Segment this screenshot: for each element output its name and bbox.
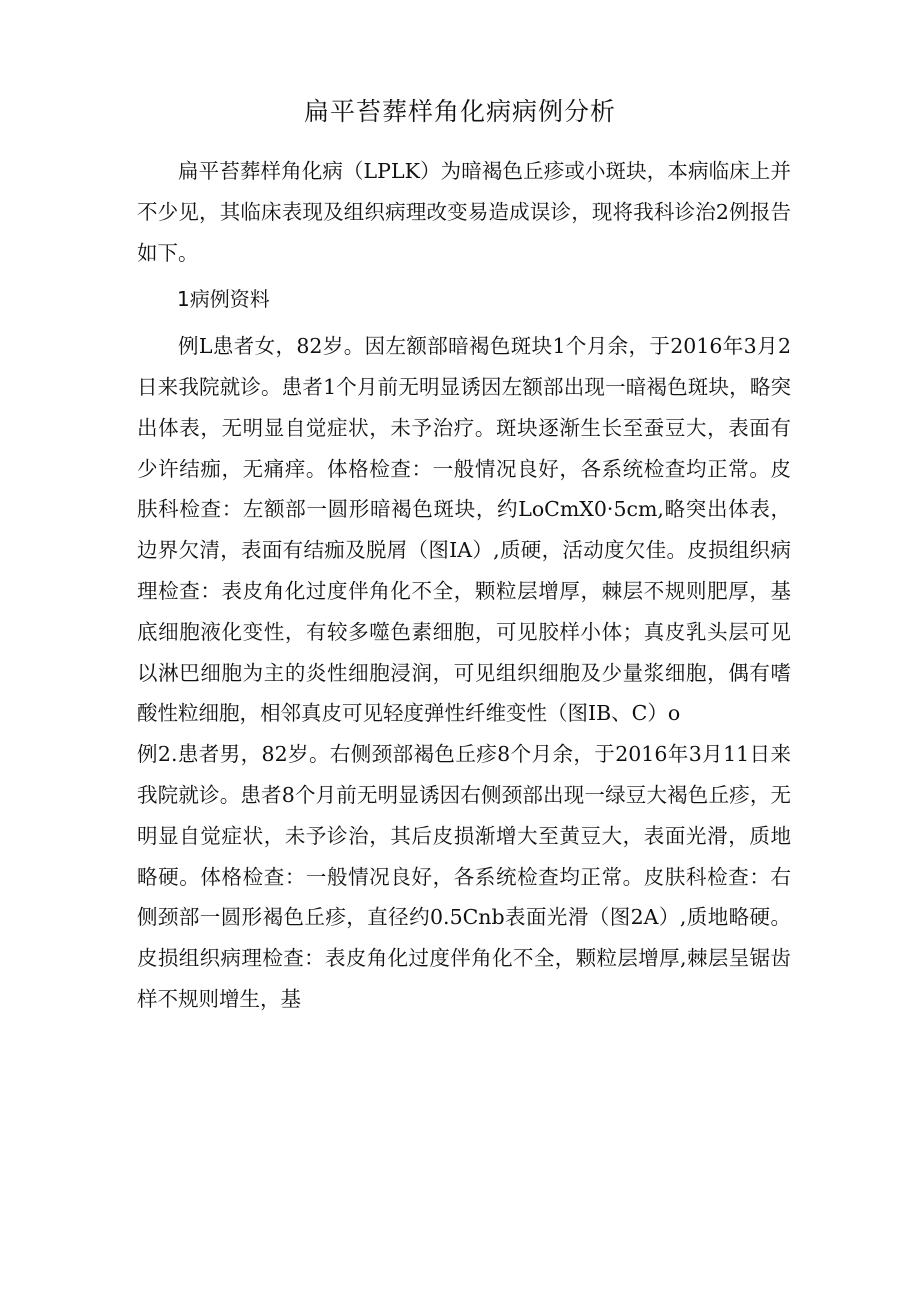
case-2-paragraph: 例2.患者男，82岁。右侧颈部褐色丘疹8个月余，于2016年3月11日来我院就诊。患者8个月前无明显诱因右侧颈部出现一绿豆大褐色丘疹，无明显自觉症状，未予诊治，其后皮损渐增大至黄豆大，表面光滑，质地略硬。体格检查：一般情况良好，各系统检查均正常。皮肤科检查：右侧颈部一圆形褐色丘疹，直径约0.5Cnb表面光滑（图2A）,质地略硬。皮损组织病理检查：表皮角化过度伴角化不全，颗粒层增厚,棘层呈锯齿样不规则增生，基 [137,742,791,1011]
document-title: 扁平苔葬样角化病病例分析 [303,97,616,126]
case-1-paragraph: 例L患者女，82岁。因左额部暗褐色斑块1个月余，于2016年3月2日来我院就诊。患者1个月前无明显诱因左额部出现一暗褐色斑块，略突出体表，无明显自觉症状，未予治疗。斑块逐渐生长至蚕豆大，表面有少许结痂，无痛痒。体格检查：一般情况良好，各系统检查均正常。皮肤科检查：左额部一圆形暗褐色斑块，约LoCmX0·5cm,略突出体表，边界欠清，表面有结痂及脱屑（图IA）,质硬，活动度欠佳。皮损组织病理检查：表皮角化过度伴角化不全，颗粒层增厚，棘层不规则肥厚，基底细胞液化变性，有较多噬色素细胞，可见胶样小体；真皮乳头层可见以淋巴细胞为主的炎性细胞浸润，可见组织细胞及少量浆细胞，偶有嗜酸性粒细胞，相邻真皮可见轻度弹性纤维变性（图IB、C）o [137,334,791,726]
section-heading-case-data: 1病例资料 [177,287,270,312]
document-body [137,151,791,1020]
intro-paragraph: 扁平苔葬样角化病（LPLK）为暗褐色丘疹或小斑块，本病临床上并不少见，其临床表现及组织病理改变易造成误诊，现将我科诊治2例报告如下。 [137,159,791,265]
